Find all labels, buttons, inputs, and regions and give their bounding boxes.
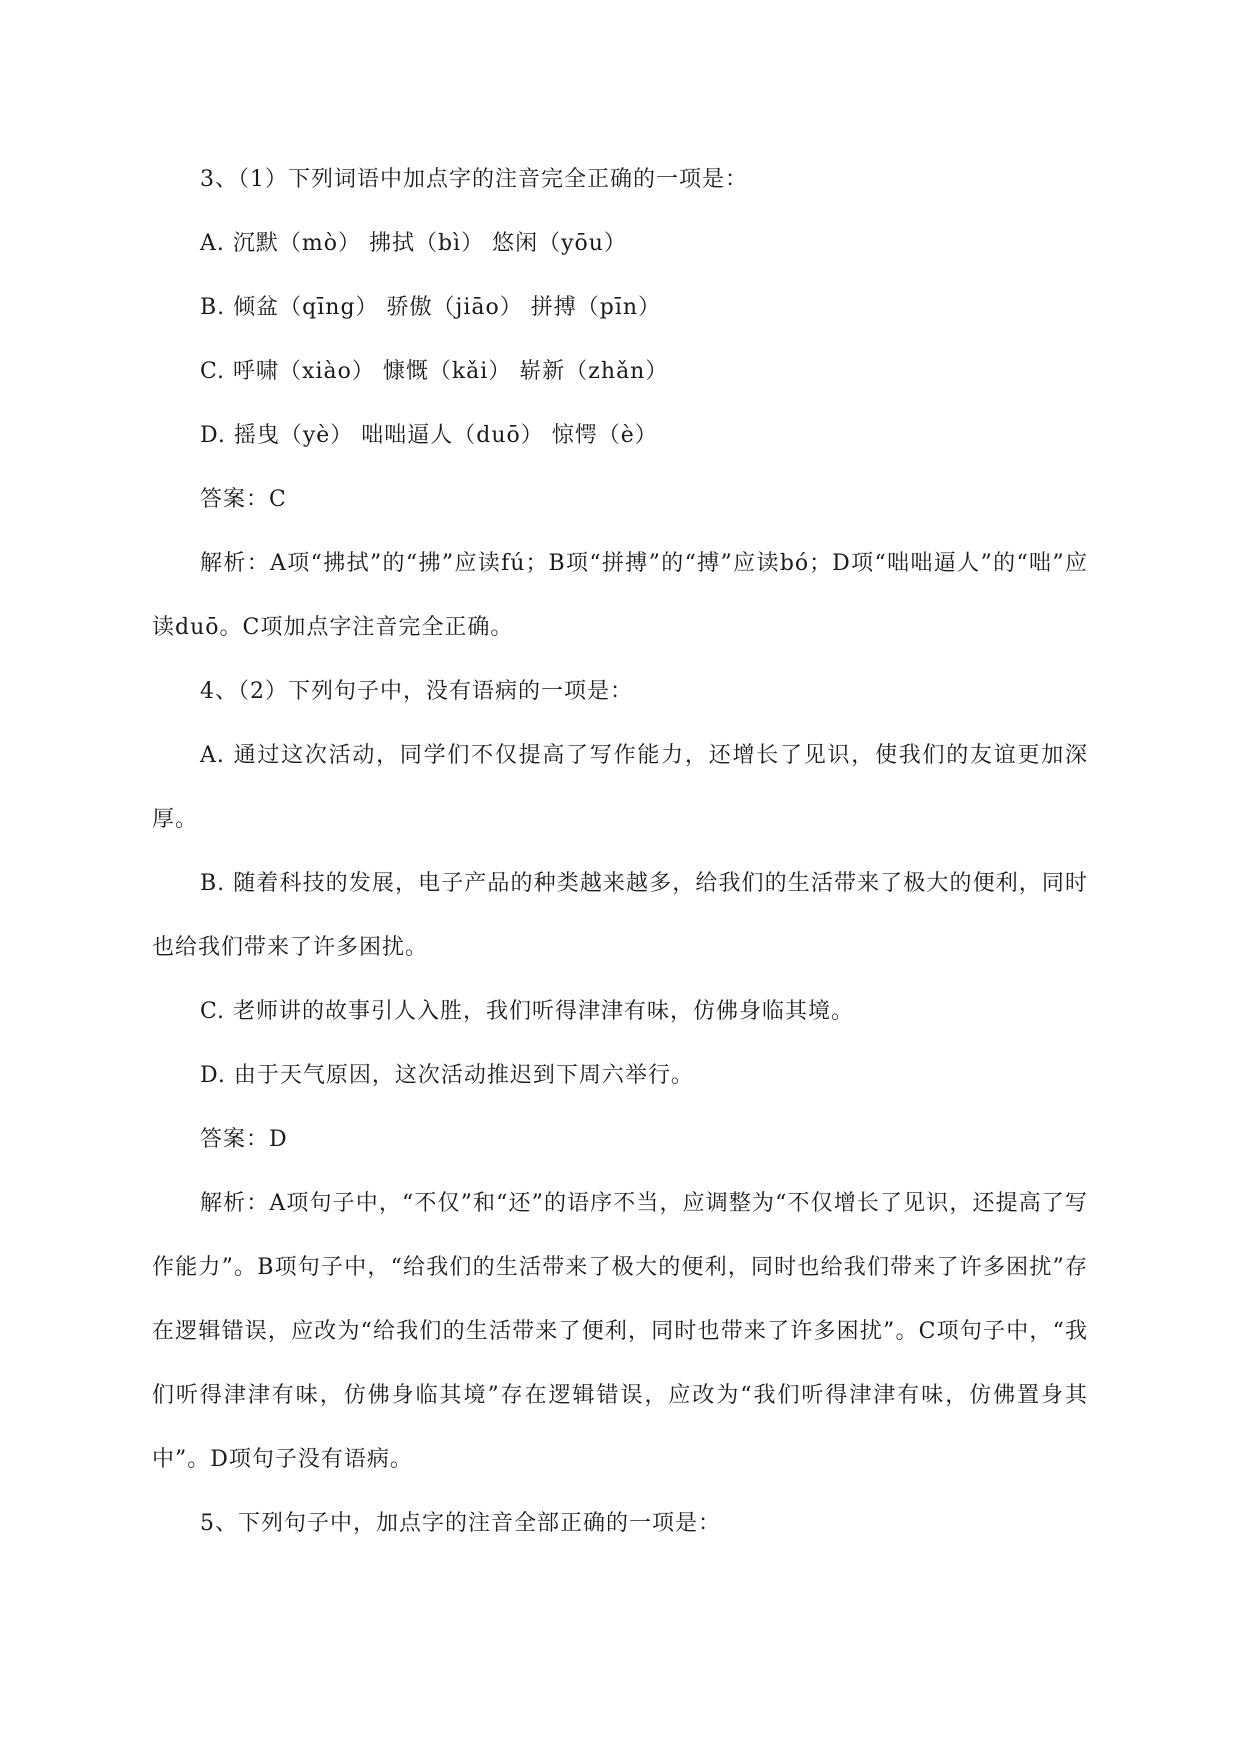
question-3-stem: 3、（1）下列词语中加点字的注音完全正确的一项是： — [200, 167, 748, 192]
question-3-analysis: 解析：A项“拂拭”的“拂”应读fú；B项“拼搏”的“搏”应读bó；D项“咄咄逼人”的“咄”应读duō。C项加点字注音完全正确。 — [152, 551, 1088, 640]
question-3-option-c: C. 呼啸（xiào） 慷慨（kǎi） 崭新（zhǎn） — [200, 359, 669, 384]
question-3-option-b: B. 倾盆（qīng） 骄傲（jiāo） 拼搏（pīn） — [200, 295, 662, 320]
question-3-answer: 答案：C — [200, 487, 287, 512]
question-4-option-d: D. 由于天气原因，这次活动推迟到下周六举行。 — [200, 1063, 694, 1088]
document-body — [152, 148, 1088, 1556]
question-4-stem: 4、（2）下列句子中，没有语病的一项是： — [200, 679, 633, 704]
question-4-answer: 答案：D — [200, 1127, 288, 1152]
question-3-option-d: D. 摇曳（yè） 咄咄逼人（duō） 惊愕（è） — [200, 423, 658, 448]
question-4-option-c: C. 老师讲的故事引人入胜，我们听得津津有味，仿佛身临其境。 — [200, 999, 855, 1024]
question-5-stem: 5、下列句子中，加点字的注音全部正确的一项是： — [200, 1511, 721, 1536]
question-3-option-a: A. 沉默（mò） 拂拭（bì） 悠闲（yōu） — [200, 231, 627, 256]
question-4-option-b: B. 随着科技的发展，电子产品的种类越来越多，给我们的生活带来了极大的便利，同时也给我们带来了许多困扰。 — [152, 871, 1088, 960]
question-4-option-a: A. 通过这次活动，同学们不仅提高了写作能力，还增长了见识，使我们的友谊更加深厚。 — [152, 743, 1088, 832]
question-4-analysis: 解析：A项句子中，“不仅”和“还”的语序不当，应调整为“不仅增长了见识，还提高了写作能力”。B项句子中，“给我们的生活带来了极大的便利，同时也给我们带来了许多困扰”存在逻辑错误，应改为“给我们的生活带来了便利，同时也带来了许多困扰”。C项句子中，“我们听得津津有味，仿佛身临其境”存在逻辑错误，应改为“我们听得津津有味，仿佛置身其中”。D项句子没有语病。 — [152, 1191, 1088, 1472]
